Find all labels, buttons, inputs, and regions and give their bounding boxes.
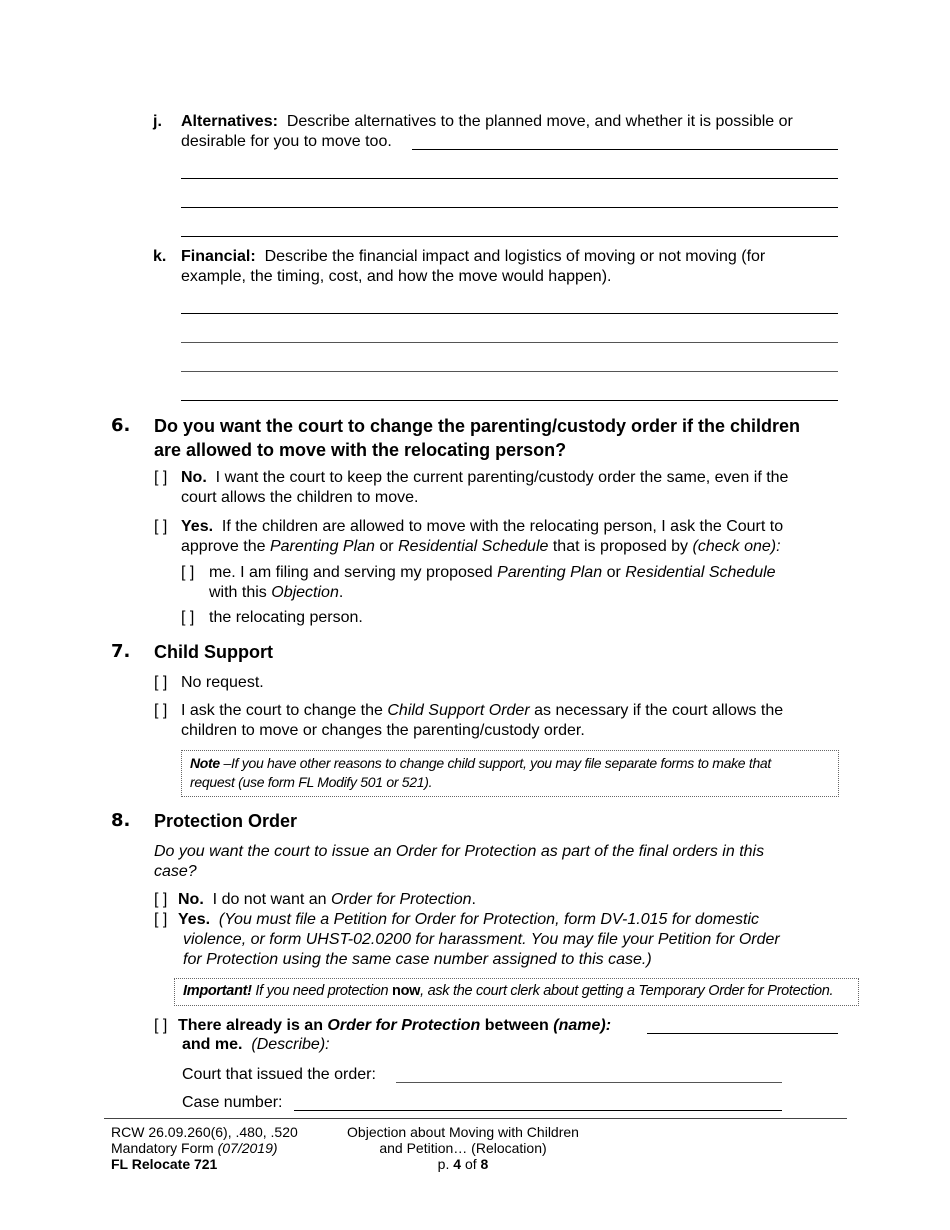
section-6-yes-text-2a: approve the bbox=[181, 538, 266, 555]
section-6-no-line-1 bbox=[181, 468, 788, 488]
section-8-number: 8. bbox=[111, 810, 131, 831]
important-text-a: If you need protection bbox=[251, 983, 393, 999]
check-one-hint: (check one): bbox=[692, 538, 781, 555]
important-label: Important! bbox=[183, 983, 252, 999]
existing-order-checkbox[interactable]: [ ] bbox=[154, 1017, 168, 1034]
alternatives-answer-line-4[interactable] bbox=[181, 236, 838, 237]
child-support-no-request-checkbox[interactable]: [ ] bbox=[154, 674, 168, 691]
financial-answer-line-3[interactable] bbox=[181, 371, 838, 372]
footer-form-id: FL Relocate 721 bbox=[111, 1156, 218, 1172]
section-6-yes-line-2 bbox=[181, 537, 781, 557]
alternatives-line-1 bbox=[181, 112, 793, 132]
financial-answer-line-4[interactable] bbox=[181, 400, 838, 401]
existing-order-line-1 bbox=[178, 1016, 611, 1036]
child-support-change-checkbox[interactable]: [ ] bbox=[154, 702, 168, 719]
existing-order-line-2 bbox=[182, 1035, 330, 1055]
financial-line-1 bbox=[181, 247, 765, 267]
item-letter-k: k. bbox=[153, 248, 167, 265]
footer-divider bbox=[104, 1118, 847, 1119]
protection-no-order-term: Order for Protection bbox=[330, 891, 472, 908]
child-support-note-line-1 bbox=[190, 754, 830, 773]
protection-question-2: case? bbox=[154, 863, 197, 880]
item-letter-j: j. bbox=[153, 113, 162, 130]
financial-answer-line-2[interactable] bbox=[181, 342, 838, 343]
note-text-1: –If you have other reasons to change child support, you may file separate forms to make that bbox=[219, 755, 772, 771]
objection-term: Objection bbox=[271, 584, 339, 601]
proposed-by-me-line-1 bbox=[209, 563, 776, 583]
existing-order-name-field[interactable] bbox=[647, 1033, 838, 1034]
child-support-change-text-1a: I ask the court to change the bbox=[181, 702, 383, 719]
protection-no-line bbox=[178, 890, 476, 910]
child-support-change-text-1c: as necessary if the court allows the bbox=[534, 702, 784, 719]
proposed-by-me-checkbox[interactable]: [ ] bbox=[181, 564, 195, 581]
proposed-by-relocating-checkbox[interactable]: [ ] bbox=[181, 609, 195, 626]
important-note-box bbox=[174, 978, 859, 1006]
protection-no-period: . bbox=[471, 891, 476, 908]
proposed-by-me-line-2 bbox=[209, 583, 343, 603]
footer-mandatory-label: Mandatory Form bbox=[111, 1140, 214, 1156]
section-6-yes-text-2c: or bbox=[379, 538, 394, 555]
financial-text-1: Describe the financial impact and logistics of moving or not moving (for bbox=[264, 248, 766, 265]
section-6-yes-label: Yes. bbox=[181, 518, 214, 535]
section-7-title: Child Support bbox=[154, 642, 273, 662]
child-support-note-box bbox=[181, 750, 839, 797]
child-support-change-text-2: children to move or changes the parenting/custody order. bbox=[181, 722, 585, 739]
protection-yes-line-1 bbox=[178, 910, 759, 930]
child-support-order-term: Child Support Order bbox=[387, 702, 530, 719]
proposed-by-me-period: . bbox=[338, 584, 344, 601]
case-number-label: Case number: bbox=[182, 1094, 283, 1111]
section-6-number: 6. bbox=[111, 415, 131, 436]
proposed-by-relocating-text: the relocating person. bbox=[209, 609, 363, 626]
alternatives-answer-line-2[interactable] bbox=[181, 178, 838, 179]
protection-yes-text-2: violence, or form UHST-02.0200 for harassment. You may file your Petition for Order bbox=[183, 931, 780, 948]
section-6-yes-checkbox[interactable]: [ ] bbox=[154, 518, 168, 535]
footer-rcw: RCW 26.09.260(6), .480, .520 bbox=[111, 1124, 298, 1140]
note-text-2: request (use form FL Modify 501 or 521). bbox=[190, 774, 433, 790]
footer-mandatory-form bbox=[111, 1140, 278, 1156]
alternatives-label: Alternatives: bbox=[181, 113, 278, 130]
footer-title-1: Objection about Moving with Children bbox=[347, 1124, 579, 1140]
alternatives-answer-line-3[interactable] bbox=[181, 207, 838, 208]
section-6-no-text-2: court allows the children to move. bbox=[181, 489, 419, 506]
protection-yes-text-1: (You must file a Petition for Order for Protection, form DV-1.015 for domestic bbox=[218, 911, 759, 928]
existing-order-text-c: between bbox=[484, 1017, 549, 1034]
section-6-title-1: Do you want the court to change the parenting/custody order if the children bbox=[154, 416, 801, 436]
child-support-change-line-1 bbox=[181, 701, 783, 721]
court-issued-field[interactable] bbox=[396, 1082, 782, 1083]
section-6-no-checkbox[interactable]: [ ] bbox=[154, 469, 168, 486]
alternatives-answer-line-1[interactable] bbox=[412, 149, 838, 150]
proposed-by-me-text-2a: with this bbox=[209, 584, 267, 601]
section-6-yes-text-1: If the children are allowed to move with the relocating person, I ask the Court to bbox=[221, 518, 784, 535]
section-8-title: Protection Order bbox=[154, 811, 298, 831]
parenting-plan-term: Parenting Plan bbox=[269, 538, 375, 555]
section-7-number: 7. bbox=[111, 641, 131, 662]
section-6-no-label: No. bbox=[181, 469, 207, 486]
alternatives-text-1: Describe alternatives to the planned move, and whether it is possible or bbox=[286, 113, 793, 130]
existing-order-text-a: There already is an bbox=[178, 1017, 323, 1034]
existing-order-and-me: and me. bbox=[182, 1036, 243, 1053]
footer-page-of: of bbox=[464, 1156, 477, 1172]
proposed-parenting-plan-term: Parenting Plan bbox=[497, 564, 603, 581]
section-6-yes-line-1 bbox=[181, 517, 783, 537]
financial-label: Financial: bbox=[181, 248, 256, 265]
protection-yes-text-3: for Protection using the same case number assigned to this case.) bbox=[183, 951, 652, 968]
section-6-yes-text-2e: that is proposed by bbox=[552, 538, 689, 555]
footer-page-prefix: p. bbox=[437, 1156, 450, 1172]
section-6-no-text-1: I want the court to keep the current parenting/custody order the same, even if the bbox=[215, 469, 789, 486]
footer-page-current: 4 bbox=[453, 1156, 462, 1172]
protection-yes-label: Yes. bbox=[178, 911, 211, 928]
protection-yes-checkbox[interactable]: [ ] bbox=[154, 911, 168, 928]
child-support-no-request-text: No request. bbox=[181, 674, 264, 691]
note-label: Note bbox=[190, 755, 220, 771]
protection-no-checkbox[interactable]: [ ] bbox=[154, 891, 168, 908]
protection-no-label: No. bbox=[178, 891, 204, 908]
important-now: now bbox=[392, 983, 421, 999]
proposed-by-me-text-1c: or bbox=[606, 564, 621, 581]
proposed-by-me-text-1a: me. I am filing and serving my proposed bbox=[209, 564, 493, 581]
footer-form-date: (07/2019) bbox=[217, 1140, 278, 1156]
proposed-residential-schedule-term: Residential Schedule bbox=[625, 564, 776, 581]
protection-no-text-a: I do not want an bbox=[212, 891, 327, 908]
important-text-b: , ask the court clerk about getting a Temporary Order for Protection. bbox=[420, 983, 834, 999]
financial-answer-line-1[interactable] bbox=[181, 313, 838, 314]
case-number-field[interactable] bbox=[294, 1110, 782, 1111]
protection-question-1: Do you want the court to issue an Order for Protection as part of the final orders in this bbox=[154, 843, 765, 860]
residential-schedule-term: Residential Schedule bbox=[398, 538, 549, 555]
footer-title-2: and Petition… (Relocation) bbox=[379, 1140, 547, 1156]
existing-order-name-hint: (name): bbox=[553, 1017, 612, 1034]
court-issued-label: Court that issued the order: bbox=[182, 1066, 376, 1083]
existing-order-describe-hint: (Describe): bbox=[251, 1036, 330, 1053]
footer-page-number bbox=[328, 1156, 598, 1172]
footer-page-total: 8 bbox=[480, 1156, 489, 1172]
alternatives-text-2: desirable for you to move too. bbox=[181, 133, 392, 150]
financial-text-2: example, the timing, cost, and how the move would happen). bbox=[181, 268, 612, 285]
section-6-title-2: are allowed to move with the relocating person? bbox=[154, 440, 567, 460]
existing-order-term: Order for Protection bbox=[327, 1017, 481, 1034]
